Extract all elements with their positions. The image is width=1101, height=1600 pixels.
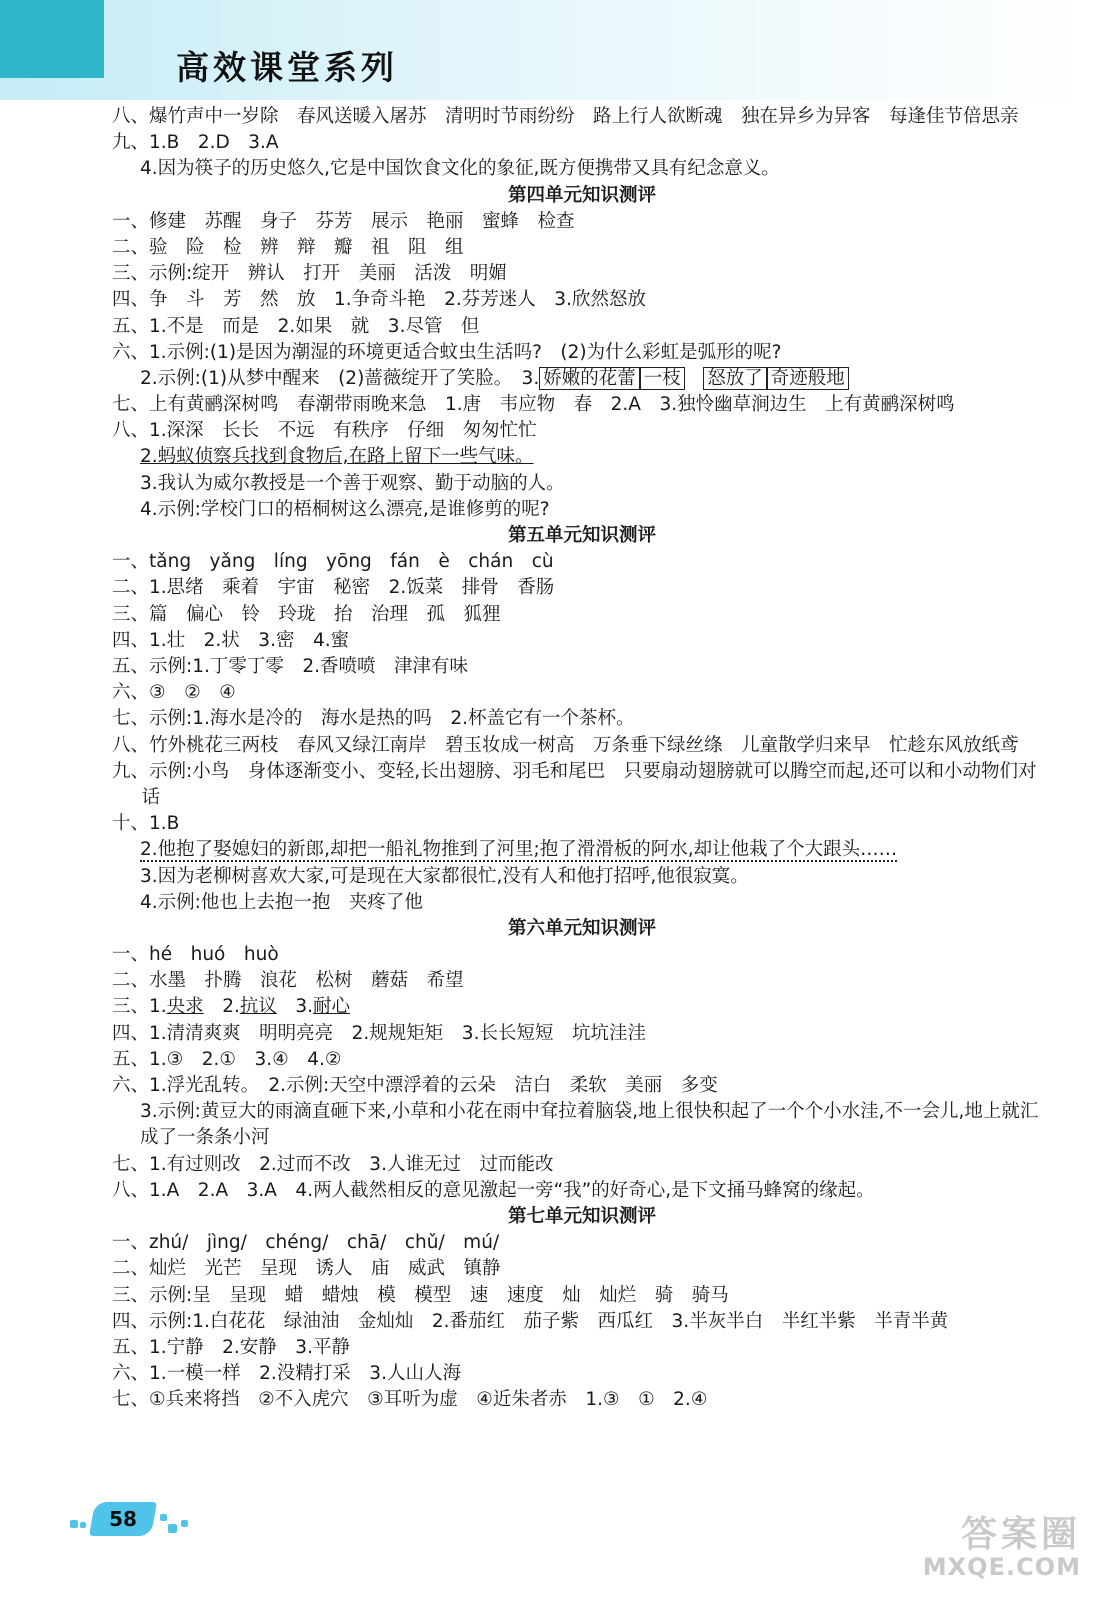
header-color-block [0, 0, 104, 78]
page-number-badge [89, 1502, 157, 1536]
unit4-title: 第四单元知识测评 [507, 184, 656, 206]
answer-line: 三、篇 偏心 铃 玲珑 抬 治理 孤 狐狸 [112, 603, 501, 625]
answer-text: 三、1. [112, 996, 167, 1018]
answer-line: 六、1.一模一样 2.没精打采 3.人山人海 [112, 1363, 461, 1385]
answer-line: 七、上有黄鹂深树鸣 春潮带雨晚来急 1.唐 韦应物 春 2.A 3.独怜幽草涧边生 上有黄鹂深树鸣 [112, 394, 955, 416]
answer-line: 六、1.浮光乱转。 2.示例:天空中漂浮着的云朵 洁白 柔软 美丽 多变 [112, 1075, 718, 1096]
answer-line [112, 837, 1052, 863]
decorative-dot [80, 1522, 86, 1528]
answer-line: 五、1.宁静 2.安静 3.平静 [112, 1336, 350, 1358]
answer-line: 七、示例:1.海水是冷的 海水是热的吗 2.杯盖它有一个茶杯。 [112, 708, 635, 730]
answer-line: 二、验 险 检 辨 辩 瓣 祖 阻 组 [112, 236, 464, 258]
underlined-answer: 耐心 [313, 996, 351, 1018]
answer-line: 六、1.示例:(1)是因为潮湿的环境更适合蚊虫生活吗? (2)为什么彩虹是弧形的呢? [112, 341, 782, 363]
answer-line: 一、zhú/ jìng/ chéng/ chā/ chǔ/ mú/ [112, 1232, 500, 1254]
answer-line: 二、水墨 扑腾 浪花 松树 蘑菇 希望 [112, 970, 464, 992]
answer-line: 七、1.有过则改 2.过而不改 3.人谁无过 过而能改 [112, 1153, 554, 1175]
decorative-dot [168, 1524, 177, 1533]
answer-line [112, 994, 1052, 1020]
answer-line: 二、灿烂 光芒 呈现 诱人 庙 威武 镇静 [112, 1258, 501, 1280]
answer-line: 五、1.③ 2.① 3.④ 4.② [112, 1048, 342, 1070]
answer-line: 八、1.深深 长长 不远 有秩序 仔细 匆匆忙忙 [112, 420, 537, 442]
boxed-answer: 娇嫩的花蕾 [539, 367, 640, 390]
answer-line: 一、tǎng yǎng líng yōng fán è chán cù [112, 551, 554, 573]
answer-line: 一、修建 苏醒 身子 芬芳 展示 艳丽 蜜蜂 检查 [112, 210, 575, 232]
answer-line: 四、示例:1.白花花 绿油油 金灿灿 2.番茄红 茄子紫 西瓜红 3.半灰半白 半红半紫 半青半黄 [112, 1310, 949, 1332]
page-header [0, 0, 1101, 100]
watermark-url: MXQE.COM [922, 1553, 1081, 1581]
answer-line: 二、1.思绪 乘着 宇宙 秘密 2.饭菜 排骨 香肠 [112, 577, 555, 599]
underlined-answer: 2.蚂蚁侦察兵找到食物后,在路上留下一些气味。 [140, 446, 534, 468]
decorative-dot [160, 1514, 167, 1521]
answer-line [112, 444, 1052, 470]
underlined-answer: 抗议 [239, 996, 277, 1018]
answer-line: 五、示例:1.丁零丁零 2.香喷喷 津津有味 [112, 655, 469, 677]
dotted-underlined-answer: 2.他抱了娶媳妇的新郎,却把一船礼物推到了河里;抱了滑滑板的阿水,却让他栽了个大跟头…… [140, 839, 898, 861]
answer-line: 四、争 斗 芳 然 放 1.争奇斗艳 2.芬芳迷人 3.欣然怒放 [112, 289, 646, 311]
answer-line: 五、1.不是 而是 2.如果 就 3.尽管 但 [112, 315, 480, 337]
answer-line: 九、1.B 2.D 3.A [112, 132, 279, 154]
answer-line: 八、爆竹声中一岁除 春风送暖入屠苏 清明时节雨纷纷 路上行人欲断魂 独在异乡为异客 每逢佳节倍思亲 [112, 106, 1019, 127]
answer-line: 一、hé huó huò [112, 944, 279, 966]
watermark-logo [891, 1516, 1081, 1586]
answer-content [112, 104, 1052, 1413]
unit5-title: 第五单元知识测评 [507, 525, 656, 547]
boxed-answer: 怒放了 [703, 367, 767, 390]
boxed-answer: 奇迹般地 [767, 367, 849, 390]
answer-line: 4.因为筷子的历史悠久,它是中国饮食文化的象征,既方便携带又具有纪念意义。 [140, 158, 780, 180]
underlined-answer: 央求 [166, 996, 204, 1018]
unit7-title: 第七单元知识测评 [507, 1205, 656, 1227]
answer-line: 3.因为老柳树喜欢大家,可是现在大家都很忙,没有人和他打招呼,他很寂寞。 [140, 865, 749, 887]
watermark-text: 答案圈 [960, 1514, 1081, 1555]
answer-line: 4.示例:他也上去抱一抱 夹疼了他 [140, 891, 423, 913]
answer-line: 八、竹外桃花三两枝 春风又绿江南岸 碧玉妆成一树高 万条垂下绿丝绦 儿童散学归来早 忙趁东风放纸鸢 [112, 734, 1019, 756]
answer-line: 四、1.清清爽爽 明明亮亮 2.规规矩矩 3.长长短短 坑坑洼洼 [112, 1022, 646, 1044]
unit6-title: 第六单元知识测评 [507, 917, 656, 939]
answer-line: 十、1.B [112, 813, 180, 835]
answer-line: 八、1.A 2.A 3.A 4.两人截然相反的意见激起一旁“我”的好奇心,是下文捅马蜂窝的缘起。 [112, 1179, 875, 1201]
answer-line: 三、示例:呈 呈现 蜡 蜡烛 模 模型 速 速度 灿 灿烂 骑 骑马 [112, 1284, 729, 1306]
answer-line: 四、1.壮 2.状 3.密 4.蜜 [112, 629, 350, 651]
decorative-dot [181, 1520, 188, 1527]
answer-line: 4.示例:学校门口的梧桐树这么漂亮,是谁修剪的呢? [140, 498, 550, 520]
header-title: 高效课堂系列 [176, 48, 398, 87]
answer-text: 3. [295, 996, 314, 1018]
decorative-dot [70, 1520, 78, 1528]
answer-text: 2.示例:(1)从梦中醒来 (2)蔷薇绽开了笑脸。 3. [140, 367, 540, 389]
answer-line: 七、①兵来将挡 ②不入虎穴 ③耳听为虚 ④近朱者赤 1.③ ① 2.④ [112, 1389, 708, 1411]
answer-line: 九、示例:小鸟 身体逐渐变小、变轻,长出翅膀、羽毛和尾巴 只要扇动翅膀就可以腾空而起,还可以和小动物们对话 [112, 760, 1037, 808]
page-number: 58 [109, 1507, 137, 1531]
answer-line: 3.示例:黄豆大的雨滴直砸下来,小草和小花在雨中耷拉着脑袋,地上很快积起了一个个小水洼,不一会儿,地上就汇成了一条条小河 [140, 1101, 1039, 1149]
answer-line: 3.我认为威尔教授是一个善于观察、勤于动脑的人。 [140, 472, 565, 494]
answer-line [112, 366, 1052, 392]
answer-line: 六、③ ② ④ [112, 682, 236, 704]
answer-text: 2. [222, 996, 240, 1018]
boxed-answer: 一枝 [640, 367, 685, 390]
answer-line: 三、示例:绽开 辨认 打开 美丽 活泼 明媚 [112, 263, 507, 285]
